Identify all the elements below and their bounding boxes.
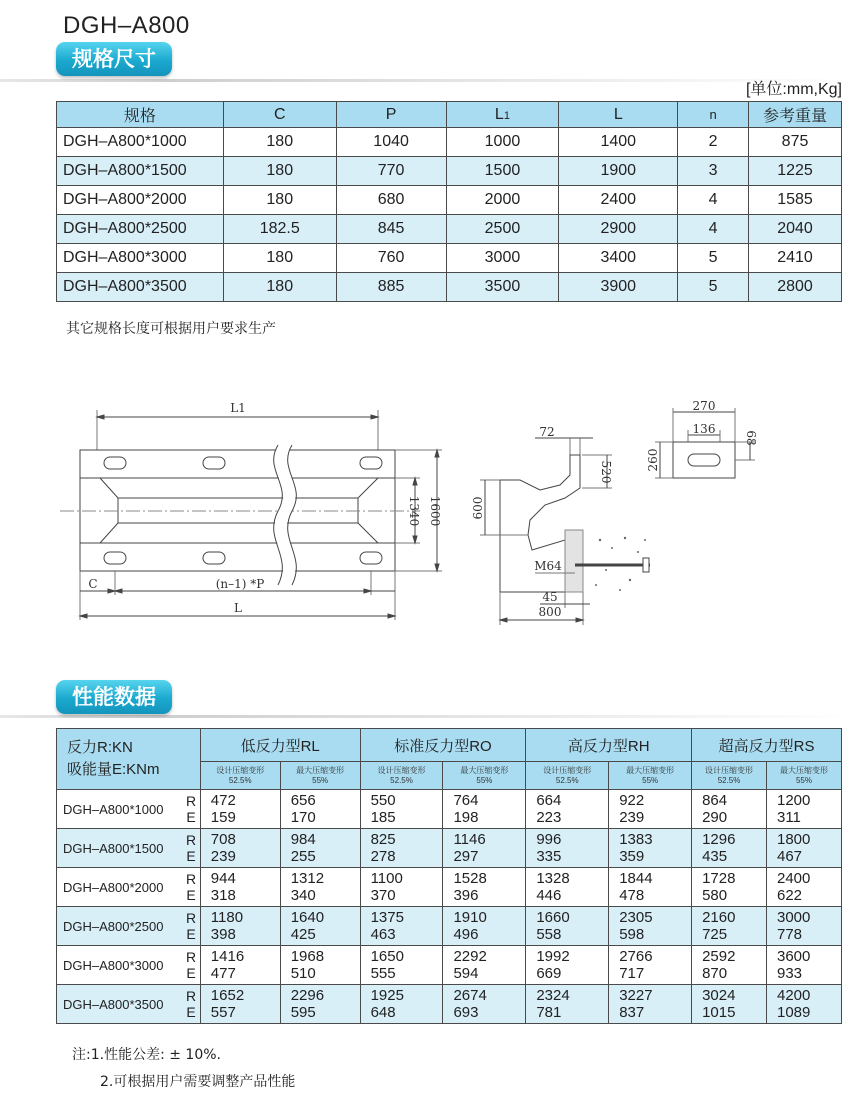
spec-table (56, 101, 842, 302)
model-title: DGH–A800 (63, 12, 190, 39)
perf-e-value: 335 (536, 848, 562, 865)
perf-value-cell (526, 790, 609, 829)
spec-value-cell: 2900 (559, 215, 678, 244)
perf-r-value: 864 (702, 792, 728, 809)
perf-sub-max (280, 762, 360, 790)
spec-value-cell: 4 (678, 215, 749, 244)
spec-col-header: 规格 (57, 102, 224, 128)
perf-e-value: 278 (370, 848, 396, 865)
spec-value-cell: 5 (678, 244, 749, 273)
perf-type-row (57, 729, 842, 762)
spec-col-header: n (678, 102, 749, 128)
perf-value-cell (692, 790, 767, 829)
perf-sub-pct: 52.5% (717, 775, 741, 785)
perf-value-cell (609, 907, 692, 946)
perf-row (57, 790, 842, 829)
perf-e-value: 467 (776, 848, 803, 865)
perf-value-cell (766, 868, 841, 907)
perf-value-cell (609, 985, 692, 1024)
spec-value-cell: 2800 (749, 273, 842, 302)
perf-e-value: 463 (370, 926, 396, 943)
perf-e-value: 1015 (702, 1004, 736, 1021)
perf-e-value: 425 (290, 926, 316, 943)
perf-model-cell: DGH–A800*2000 (57, 868, 183, 907)
perf-sub-design (200, 762, 280, 790)
perf-e-value: 693 (453, 1004, 479, 1021)
perf-sub-pct: 52.5% (555, 775, 579, 785)
perf-value-cell (280, 790, 360, 829)
perf-value-cell (443, 907, 526, 946)
perf-sub-label: 最大压缩变形 (626, 765, 675, 775)
perf-r-value: 2160 (702, 909, 736, 926)
spec-value-cell: 1900 (559, 157, 678, 186)
perf-r-value: 472 (210, 792, 236, 809)
spec-value-cell: 1040 (336, 128, 446, 157)
perf-e-value: 239 (210, 848, 236, 865)
perf-sub-pct: 55% (476, 775, 493, 785)
spec-value-cell: 1000 (446, 128, 559, 157)
perf-sub-max (766, 762, 841, 790)
perf-note-2: 2.可根据用户需要调整产品性能 (100, 1074, 296, 1090)
spec-value-cell: 3 (678, 157, 749, 186)
perf-e-value: 837 (619, 1004, 645, 1021)
perf-e-value: 223 (536, 809, 562, 826)
perf-re-cell (182, 946, 200, 985)
side-view (471, 425, 650, 625)
spec-note: 其它规格长度可根据用户要求生产 (66, 321, 276, 337)
perf-r-value: 996 (536, 831, 562, 848)
spec-table-body (57, 128, 842, 302)
perf-r-value: 1100 (370, 870, 403, 887)
spec-model-cell: DGH–A800*3000 (57, 244, 224, 273)
perf-e-value: 340 (290, 887, 316, 904)
perf-type-ro: 标准反力型RO (360, 729, 526, 762)
perf-value-cell (200, 946, 280, 985)
perf-section-header (0, 658, 854, 718)
perf-r-value: 550 (370, 792, 396, 809)
perf-e-value: 870 (702, 965, 728, 982)
dim-136: 136 (692, 422, 716, 436)
spec-value-cell: 180 (223, 186, 336, 215)
perf-sub-label: 最大压缩变形 (460, 765, 509, 775)
perf-model-cell: DGH–A800*3000 (57, 946, 183, 985)
spec-col-header: 参考重量 (749, 102, 842, 128)
perf-row (57, 868, 842, 907)
perf-model-cell: DGH–A800*1000 (57, 790, 183, 829)
perf-re-cell (182, 790, 200, 829)
perf-value-cell (280, 868, 360, 907)
perf-r-value: 1416 (210, 948, 245, 965)
perf-value-cell (526, 868, 609, 907)
perf-note-1: 注:1.性能公差: ± 10%. (72, 1047, 221, 1063)
perf-r-value: 664 (536, 792, 562, 809)
perf-r-value: 1925 (370, 987, 404, 1004)
perf-value-cell (609, 790, 692, 829)
dim-c: C (88, 577, 98, 591)
perf-sub-pct: 55% (642, 775, 659, 785)
dim-270: 270 (692, 399, 716, 413)
perf-r-value: 1375 (370, 909, 404, 926)
perf-sub-design (526, 762, 609, 790)
plate-view (646, 399, 758, 478)
perf-r-label: R (186, 832, 197, 848)
perf-value-cell (443, 985, 526, 1024)
perf-sub-label: 最大压缩变形 (296, 765, 345, 775)
perf-head-reaction: 反力R:KN (67, 739, 133, 756)
perf-value-cell (360, 985, 443, 1024)
perf-e-value: 359 (619, 848, 645, 865)
perf-r-value: 2305 (619, 909, 653, 926)
perf-e-value: 1089 (776, 1004, 811, 1021)
perf-sub-pct: 55% (795, 775, 812, 785)
perf-r-value: 656 (290, 792, 316, 809)
perf-r-value: 2292 (453, 948, 487, 965)
perf-value-cell (692, 868, 767, 907)
section-divider (0, 79, 854, 82)
perf-r-value: 1296 (702, 831, 736, 848)
dim-520: 520 (599, 460, 613, 484)
perf-e-value: 555 (370, 965, 396, 982)
perf-table (56, 728, 842, 1024)
perf-r-value: 1968 (290, 948, 325, 965)
perf-r-value: 825 (370, 831, 396, 848)
perf-value-cell (692, 907, 767, 946)
perf-e-value: 159 (210, 809, 236, 826)
perf-r-label: R (186, 988, 197, 1004)
perf-type-rh: 高反力型RH (526, 729, 692, 762)
perf-e-value: 717 (619, 965, 645, 982)
perf-r-label: R (186, 793, 197, 809)
perf-value-cell (200, 868, 280, 907)
perf-e-value: 435 (702, 848, 728, 865)
spec-row (57, 157, 842, 186)
dim-800: 800 (538, 605, 562, 619)
perf-value-cell (766, 790, 841, 829)
spec-section-title: 规格尺寸 (56, 42, 172, 76)
section-divider (0, 715, 854, 718)
perf-e-value: 557 (210, 1004, 236, 1021)
perf-value-cell (280, 946, 360, 985)
perf-e-value: 510 (290, 965, 316, 982)
perf-value-cell (526, 829, 609, 868)
spec-row (57, 273, 842, 302)
spec-col-header: L1 (446, 102, 559, 128)
perf-r-value: 1146 (453, 831, 486, 848)
perf-r-label: R (186, 910, 197, 926)
perf-e-label: E (186, 848, 196, 864)
spec-value-cell: 3400 (559, 244, 678, 273)
perf-e-value: 396 (453, 887, 479, 904)
perf-head-energy: 吸能量E:KNm (67, 761, 160, 778)
dim-68: 68 (744, 430, 758, 446)
perf-e-value: 297 (453, 848, 479, 865)
perf-e-value: 311 (776, 809, 801, 826)
perf-r-value: 1992 (536, 948, 570, 965)
perf-e-value: 398 (210, 926, 236, 943)
perf-value-cell (200, 790, 280, 829)
perf-e-value: 478 (619, 887, 645, 904)
perf-sub-pct: 52.5% (228, 775, 252, 785)
perf-value-cell (526, 907, 609, 946)
perf-e-value: 594 (453, 965, 479, 982)
dim-260: 260 (646, 448, 660, 472)
spec-col-subscript: 1 (503, 109, 510, 122)
spec-col-header: L (559, 102, 678, 128)
perf-r-value: 708 (210, 831, 236, 848)
perf-value-cell (360, 829, 443, 868)
perf-r-value: 1312 (290, 870, 325, 887)
perf-value-cell (526, 946, 609, 985)
perf-value-cell (526, 985, 609, 1024)
perf-r-value: 764 (453, 792, 479, 809)
perf-e-value: 598 (619, 926, 645, 943)
perf-r-value: 3000 (776, 909, 811, 926)
spec-value-cell: 2 (678, 128, 749, 157)
perf-re-cell (182, 829, 200, 868)
perf-r-value: 984 (290, 831, 316, 848)
dim-h1600: 1600 (428, 495, 442, 527)
perf-r-value: 1200 (776, 792, 811, 809)
perf-sub-label: 设计压缩变形 (543, 765, 592, 775)
perf-r-value: 1910 (453, 909, 487, 926)
perf-re-cell (182, 907, 200, 946)
dim-h1340: 1340 (407, 495, 421, 527)
perf-sub-label: 设计压缩变形 (377, 765, 426, 775)
perf-r-value: 1528 (453, 870, 487, 887)
perf-r-value: 2674 (453, 987, 487, 1004)
perf-r-value: 3227 (619, 987, 653, 1004)
perf-model-cell: DGH–A800*3500 (57, 985, 183, 1024)
spec-value-cell: 760 (336, 244, 446, 273)
spec-row (57, 215, 842, 244)
perf-sub-label: 设计压缩变形 (705, 765, 754, 775)
perf-sub-label: 设计压缩变形 (216, 765, 265, 775)
perf-value-cell (360, 946, 443, 985)
perf-e-label: E (186, 887, 196, 903)
spec-value-cell: 2000 (446, 186, 559, 215)
spec-col-header: P (336, 102, 446, 128)
perf-re-cell (182, 985, 200, 1024)
dim-600: 600 (471, 496, 485, 520)
perf-sub-pct: 55% (312, 775, 329, 785)
perf-head-left (57, 729, 201, 790)
perf-r-value: 1328 (536, 870, 570, 887)
perf-e-value: 255 (290, 848, 316, 865)
spec-value-cell: 885 (336, 273, 446, 302)
perf-r-value: 2296 (290, 987, 325, 1004)
spec-value-cell: 180 (223, 157, 336, 186)
perf-e-value: 558 (536, 926, 562, 943)
spec-model-cell: DGH–A800*3500 (57, 273, 224, 302)
perf-sub-max (443, 762, 526, 790)
perf-type-rs: 超高反力型RS (692, 729, 842, 762)
perf-value-cell (200, 907, 280, 946)
perf-r-value: 4200 (776, 987, 811, 1004)
perf-value-cell (280, 985, 360, 1024)
spec-value-cell: 2500 (446, 215, 559, 244)
spec-value-cell: 4 (678, 186, 749, 215)
spec-value-cell: 5 (678, 273, 749, 302)
perf-e-value: 778 (776, 926, 803, 943)
spec-value-cell: 3500 (446, 273, 559, 302)
spec-value-cell: 1585 (749, 186, 842, 215)
perf-e-value: 669 (536, 965, 562, 982)
spec-value-cell: 2410 (749, 244, 842, 273)
spec-value-cell: 180 (223, 244, 336, 273)
perf-sub-label: 最大压缩变形 (779, 765, 828, 775)
perf-r-value: 1652 (210, 987, 245, 1004)
perf-r-value: 3600 (776, 948, 811, 965)
perf-value-cell (609, 868, 692, 907)
perf-r-value: 1800 (776, 831, 811, 848)
perf-value-cell (692, 985, 767, 1024)
spec-value-cell: 875 (749, 128, 842, 157)
unit-note: [单位:mm,Kg] (745, 81, 842, 98)
perf-value-cell (609, 829, 692, 868)
perf-e-label: E (186, 926, 196, 942)
perf-value-cell (443, 946, 526, 985)
perf-r-value: 1640 (290, 909, 325, 926)
perf-model-cell: DGH–A800*2500 (57, 907, 183, 946)
spec-value-cell: 1500 (446, 157, 559, 186)
perf-r-label: R (186, 871, 197, 887)
perf-value-cell (360, 868, 443, 907)
spec-model-cell: DGH–A800*1000 (57, 128, 224, 157)
perf-e-value: 496 (453, 926, 479, 943)
spec-value-cell: 180 (223, 273, 336, 302)
perf-e-value: 648 (370, 1004, 396, 1021)
perf-value-cell (200, 829, 280, 868)
technical-drawing (0, 380, 854, 650)
perf-e-value: 318 (210, 887, 236, 904)
perf-sub-design (360, 762, 443, 790)
perf-value-cell (443, 790, 526, 829)
perf-r-value: 1660 (536, 909, 570, 926)
perf-sub-design (692, 762, 767, 790)
spec-model-cell: DGH–A800*2500 (57, 215, 224, 244)
spec-value-cell: 2400 (559, 186, 678, 215)
perf-e-value: 170 (290, 809, 316, 826)
perf-e-value: 580 (702, 887, 728, 904)
perf-r-label: R (186, 949, 197, 965)
perf-r-value: 1180 (210, 909, 244, 926)
dim-l: L (234, 601, 242, 615)
dim-l1: L1 (230, 401, 246, 415)
perf-value-cell (360, 790, 443, 829)
perf-e-label: E (186, 809, 196, 825)
perf-r-value: 944 (210, 870, 236, 887)
perf-row (57, 985, 842, 1024)
perf-value-cell (692, 829, 767, 868)
perf-e-value: 781 (536, 1004, 562, 1021)
perf-e-value: 370 (370, 887, 396, 904)
spec-section-header (0, 22, 854, 82)
perf-value-cell (280, 829, 360, 868)
perf-r-value: 1728 (702, 870, 736, 887)
perf-e-value: 725 (702, 926, 728, 943)
perf-e-value: 446 (536, 887, 562, 904)
perf-model-cell: DGH–A800*1500 (57, 829, 183, 868)
perf-sub-max (609, 762, 692, 790)
dim-pitch: (n–1) *P (215, 577, 265, 591)
perf-r-value: 1844 (619, 870, 653, 887)
perf-value-cell (766, 907, 841, 946)
spec-value-cell: 180 (223, 128, 336, 157)
spec-row (57, 128, 842, 157)
perf-value-cell (766, 985, 841, 1024)
spec-value-cell: 3900 (559, 273, 678, 302)
perf-r-value: 922 (619, 792, 645, 809)
perf-e-value: 185 (370, 809, 396, 826)
perf-e-value: 933 (776, 965, 803, 982)
perf-value-cell (360, 907, 443, 946)
perf-re-cell (182, 868, 200, 907)
perf-value-cell (443, 829, 526, 868)
perf-row (57, 907, 842, 946)
spec-value-cell: 1400 (559, 128, 678, 157)
perf-r-value: 1383 (619, 831, 653, 848)
perf-e-label: E (186, 1004, 196, 1020)
perf-r-value: 2324 (536, 987, 570, 1004)
front-view (60, 401, 442, 620)
perf-r-value: 2766 (619, 948, 653, 965)
spec-header-row (57, 102, 842, 128)
perf-row (57, 829, 842, 868)
perf-table-body (57, 790, 842, 1024)
spec-value-cell: 2040 (749, 215, 842, 244)
perf-value-cell (280, 907, 360, 946)
perf-r-value: 3024 (702, 987, 736, 1004)
spec-row (57, 244, 842, 273)
spec-model-cell: DGH–A800*2000 (57, 186, 224, 215)
perf-e-label: E (186, 965, 196, 981)
perf-section-title: 性能数据 (56, 680, 172, 714)
spec-value-cell: 182.5 (223, 215, 336, 244)
perf-r-value: 2400 (776, 870, 811, 887)
perf-e-value: 622 (776, 887, 803, 904)
perf-type-rl: 低反力型RL (200, 729, 360, 762)
perf-r-value: 1650 (370, 948, 404, 965)
perf-e-value: 198 (453, 809, 479, 826)
perf-value-cell (766, 946, 841, 985)
spec-value-cell: 770 (336, 157, 446, 186)
spec-col-header: C (223, 102, 336, 128)
perf-value-cell (609, 946, 692, 985)
dim-45: 45 (542, 590, 558, 604)
spec-value-cell: 680 (336, 186, 446, 215)
perf-value-cell (443, 868, 526, 907)
spec-model-cell: DGH–A800*1500 (57, 157, 224, 186)
perf-value-cell (766, 829, 841, 868)
spec-value-cell: 3000 (446, 244, 559, 273)
spec-row (57, 186, 842, 215)
dim-m64: M64 (534, 559, 562, 573)
perf-e-value: 290 (702, 809, 728, 826)
perf-value-cell (200, 985, 280, 1024)
perf-r-value: 2592 (702, 948, 736, 965)
perf-e-value: 477 (210, 965, 236, 982)
spec-value-cell: 1225 (749, 157, 842, 186)
spec-value-cell: 845 (336, 215, 446, 244)
perf-row (57, 946, 842, 985)
perf-sub-pct: 52.5% (390, 775, 413, 785)
perf-e-value: 239 (619, 809, 645, 826)
perf-e-value: 595 (290, 1004, 316, 1021)
perf-value-cell (692, 946, 767, 985)
dim-72: 72 (539, 425, 555, 439)
